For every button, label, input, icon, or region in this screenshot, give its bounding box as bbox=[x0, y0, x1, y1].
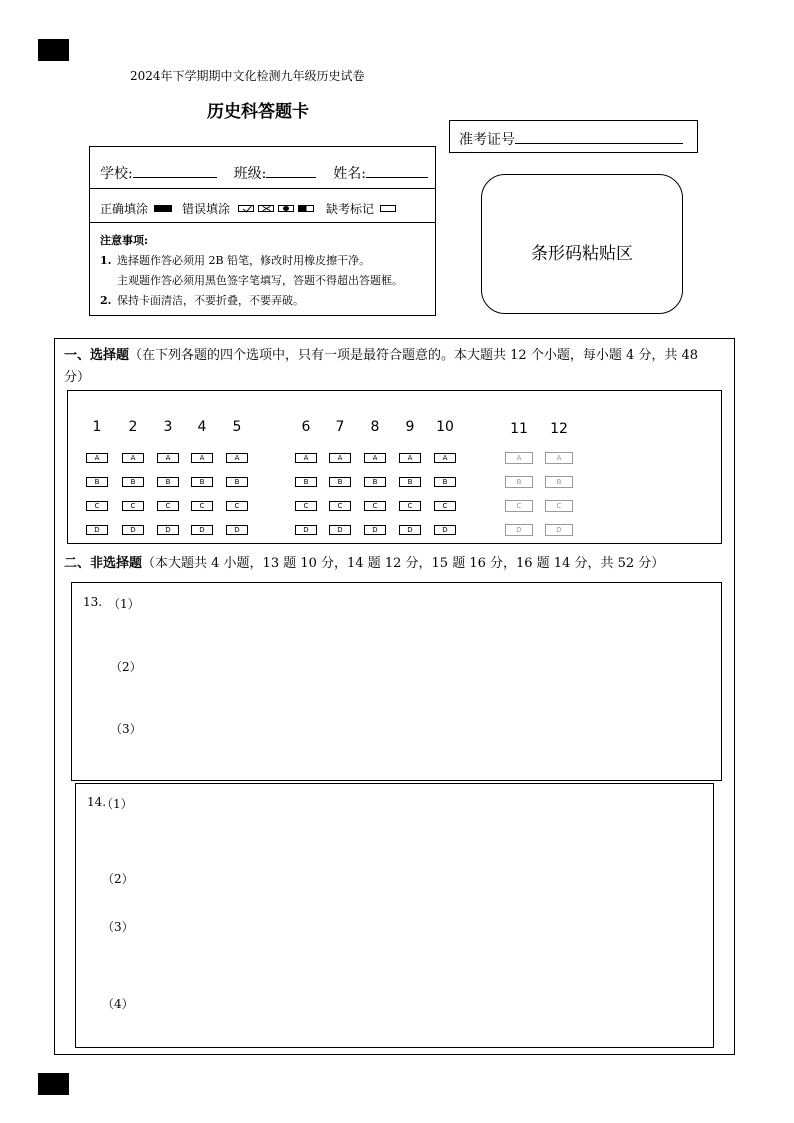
option-bubble-11-C[interactable]: C bbox=[505, 500, 533, 512]
note-number: 2. bbox=[100, 294, 112, 307]
option-bubble-6-C[interactable]: C bbox=[295, 501, 317, 511]
option-bubble-9-D[interactable]: D bbox=[399, 525, 421, 535]
option-bubble-1-B[interactable]: B bbox=[86, 477, 108, 487]
card-title: 历史科答题卡 bbox=[207, 102, 309, 122]
wrong-fill-half-example bbox=[298, 205, 314, 212]
option-bubble-6-B[interactable]: B bbox=[295, 477, 317, 487]
option-bubble-9-A[interactable]: A bbox=[399, 453, 421, 463]
question-number-11: 11 bbox=[510, 421, 528, 437]
exam-id-field[interactable] bbox=[515, 131, 683, 144]
question-number-2: 2 bbox=[128, 419, 138, 435]
exam-title: 2024年下学期期中文化检测九年级历史试卷 bbox=[130, 69, 365, 83]
option-bubble-3-C[interactable]: C bbox=[157, 501, 179, 511]
note-number: 1. bbox=[100, 254, 112, 267]
section2-title: 二、非选择题 bbox=[64, 556, 143, 571]
absent-mark-box[interactable] bbox=[380, 205, 396, 212]
option-bubble-5-B[interactable]: B bbox=[226, 477, 248, 487]
class-field[interactable] bbox=[266, 165, 316, 178]
note-item bbox=[100, 291, 403, 311]
option-bubble-12-A[interactable]: A bbox=[545, 452, 573, 464]
option-bubble-7-A[interactable]: A bbox=[329, 453, 351, 463]
registration-mark-bottom bbox=[38, 1073, 69, 1095]
note-text: 选择题作答必须用 2B 铅笔，修改时用橡皮擦干净。 bbox=[117, 254, 371, 267]
question-number-10: 10 bbox=[436, 419, 454, 435]
question-number-6: 6 bbox=[301, 419, 311, 435]
q14-part-3: （3） bbox=[102, 920, 134, 934]
option-bubble-6-D[interactable]: D bbox=[295, 525, 317, 535]
barcode-area-label: 条形码粘贴区 bbox=[531, 244, 633, 264]
barcode-area bbox=[481, 174, 683, 314]
section1-instructions-cont: 分） bbox=[64, 370, 91, 385]
option-bubble-7-C[interactable]: C bbox=[329, 501, 351, 511]
option-bubble-5-A[interactable]: A bbox=[226, 453, 248, 463]
option-bubble-11-D[interactable]: D bbox=[505, 524, 533, 536]
q13-number: 13. bbox=[83, 595, 103, 609]
question-number-4: 4 bbox=[197, 419, 207, 435]
name-field[interactable] bbox=[366, 165, 428, 178]
answer-box-q13[interactable] bbox=[71, 582, 722, 781]
note-item bbox=[100, 251, 403, 271]
student-info-row bbox=[100, 163, 428, 183]
option-bubble-1-A[interactable]: A bbox=[86, 453, 108, 463]
q13-part-1: （1） bbox=[108, 597, 140, 611]
q14-part-2: （2） bbox=[102, 872, 134, 886]
option-bubble-9-C[interactable]: C bbox=[399, 501, 421, 511]
option-bubble-11-A[interactable]: A bbox=[505, 452, 533, 464]
name-label: 姓名: bbox=[333, 166, 366, 182]
wrong-fill-tick-example bbox=[238, 205, 254, 212]
multiple-choice-grid bbox=[67, 390, 722, 544]
option-bubble-10-B[interactable]: B bbox=[434, 477, 456, 487]
answer-box-q14[interactable] bbox=[75, 783, 714, 1048]
question-number-1: 1 bbox=[92, 419, 102, 435]
option-bubble-8-A[interactable]: A bbox=[364, 453, 386, 463]
question-number-3: 3 bbox=[163, 419, 173, 435]
absent-mark-label: 缺考标记 bbox=[326, 202, 375, 216]
option-bubble-12-D[interactable]: D bbox=[545, 524, 573, 536]
option-bubble-2-B[interactable]: B bbox=[122, 477, 144, 487]
question-number-7: 7 bbox=[335, 419, 345, 435]
option-bubble-10-A[interactable]: A bbox=[434, 453, 456, 463]
fill-guide bbox=[100, 200, 398, 217]
q13-part-2: （2） bbox=[110, 660, 142, 674]
correct-fill-example bbox=[154, 205, 172, 212]
q13-part-3: （3） bbox=[110, 722, 142, 736]
option-bubble-9-B[interactable]: B bbox=[399, 477, 421, 487]
wrong-fill-cross-example bbox=[258, 205, 274, 212]
option-bubble-8-C[interactable]: C bbox=[364, 501, 386, 511]
option-bubble-7-D[interactable]: D bbox=[329, 525, 351, 535]
option-bubble-8-D[interactable]: D bbox=[364, 525, 386, 535]
class-label: 班级: bbox=[233, 166, 267, 182]
option-bubble-3-D[interactable]: D bbox=[157, 525, 179, 535]
option-bubble-8-B[interactable]: B bbox=[364, 477, 386, 487]
section2-instructions: （本大题共 4 小题，13 题 10 分，14 题 12 分，15 题 16 分，16 题 14 分，共 52 分） bbox=[142, 556, 665, 571]
school-field[interactable] bbox=[133, 165, 217, 178]
divider bbox=[90, 188, 435, 189]
option-bubble-2-D[interactable]: D bbox=[122, 525, 144, 535]
option-bubble-4-C[interactable]: C bbox=[191, 501, 213, 511]
section1-instructions: （在下列各题的四个选项中，只有一项是最符合题意的。本大题共 12 个小题，每小题 4 分，共 48 bbox=[129, 348, 699, 363]
divider bbox=[90, 222, 435, 223]
option-bubble-5-C[interactable]: C bbox=[226, 501, 248, 511]
correct-fill-label: 正确填涂 bbox=[100, 202, 149, 216]
note-text: 保持卡面清洁，不要折叠，不要弄破。 bbox=[117, 294, 304, 307]
option-bubble-4-B[interactable]: B bbox=[191, 477, 213, 487]
option-bubble-11-B[interactable]: B bbox=[505, 476, 533, 488]
note-item bbox=[100, 271, 403, 291]
option-bubble-6-A[interactable]: A bbox=[295, 453, 317, 463]
question-number-5: 5 bbox=[232, 419, 242, 435]
question-number-12: 12 bbox=[550, 421, 568, 437]
wrong-fill-label: 错误填涂 bbox=[182, 202, 231, 216]
option-bubble-12-C[interactable]: C bbox=[545, 500, 573, 512]
option-bubble-2-C[interactable]: C bbox=[122, 501, 144, 511]
q14-part-1: （1） bbox=[101, 797, 133, 811]
option-bubble-5-D[interactable]: D bbox=[226, 525, 248, 535]
option-bubble-10-C[interactable]: C bbox=[434, 501, 456, 511]
option-bubble-3-A[interactable]: A bbox=[157, 453, 179, 463]
section1-heading bbox=[64, 345, 728, 389]
option-bubble-1-D[interactable]: D bbox=[86, 525, 108, 535]
notes bbox=[100, 231, 403, 311]
note-text: 主观题作答必须用黑色签字笔填写，答题不得超出答题框。 bbox=[117, 274, 403, 287]
registration-mark-top bbox=[38, 39, 69, 61]
section2-heading bbox=[64, 553, 664, 575]
q14-number: 14. bbox=[87, 795, 107, 809]
notes-title: 注意事项: bbox=[100, 234, 149, 247]
section1-title: 一、选择题 bbox=[64, 348, 130, 363]
student-info-box bbox=[89, 146, 436, 316]
exam-id-box bbox=[449, 120, 698, 153]
exam-id-label: 准考证号 bbox=[459, 132, 515, 148]
school-label: 学校: bbox=[100, 166, 133, 182]
option-bubble-3-B[interactable]: B bbox=[157, 477, 179, 487]
question-number-8: 8 bbox=[370, 419, 380, 435]
option-bubble-7-B[interactable]: B bbox=[329, 477, 351, 487]
q14-part-4: （4） bbox=[102, 997, 134, 1011]
question-number-9: 9 bbox=[405, 419, 415, 435]
option-bubble-4-D[interactable]: D bbox=[191, 525, 213, 535]
wrong-fill-dot-example bbox=[278, 205, 294, 212]
option-bubble-2-A[interactable]: A bbox=[122, 453, 144, 463]
option-bubble-4-A[interactable]: A bbox=[191, 453, 213, 463]
option-bubble-12-B[interactable]: B bbox=[545, 476, 573, 488]
option-bubble-10-D[interactable]: D bbox=[434, 525, 456, 535]
option-bubble-1-C[interactable]: C bbox=[86, 501, 108, 511]
